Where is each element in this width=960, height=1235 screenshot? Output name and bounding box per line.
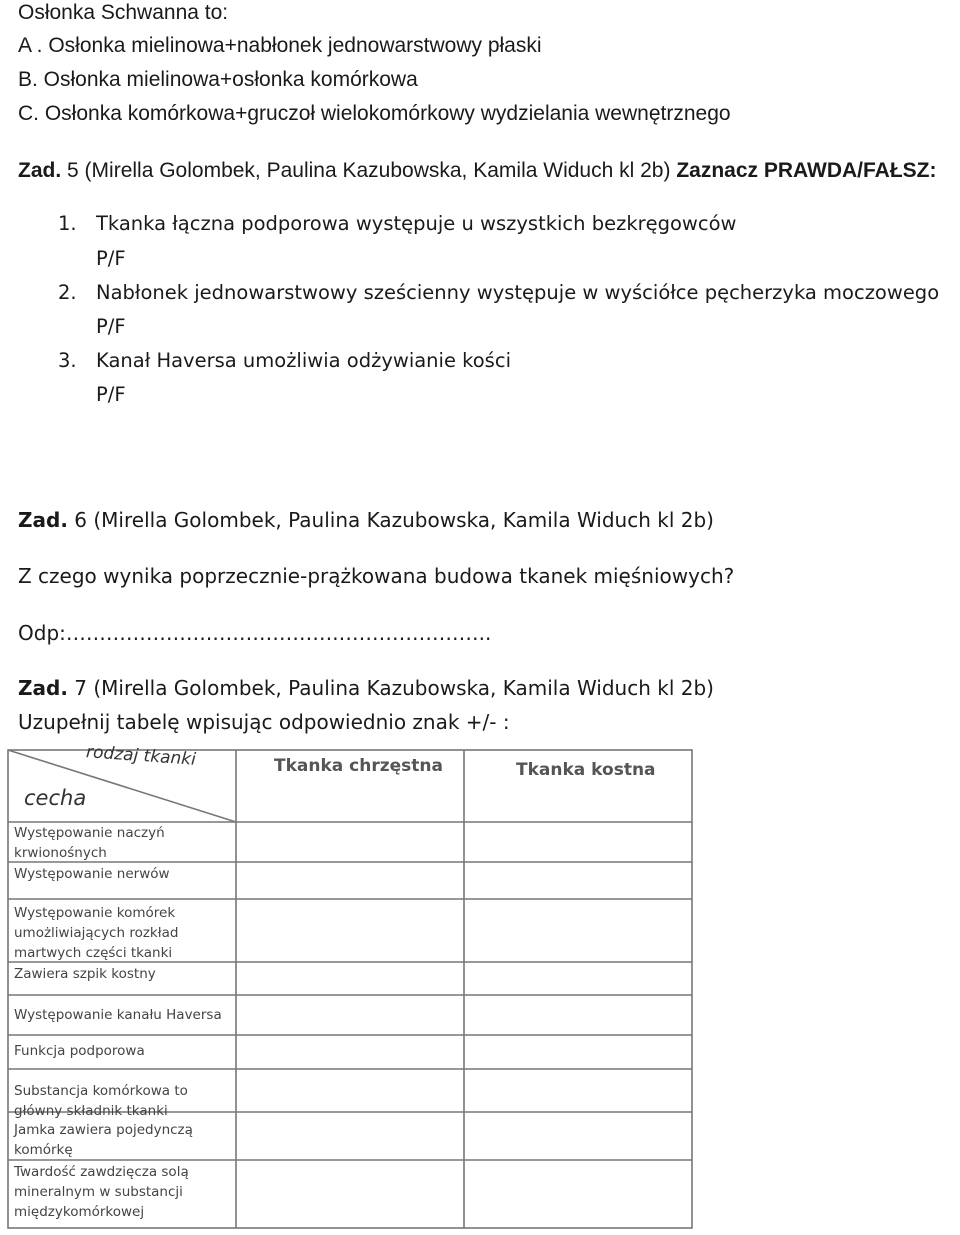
q4-option-c: C. Osłonka komórkowa+gruczoł wielokomórkowy wydzielania wewnętrznego	[18, 102, 731, 125]
q5-authors: (Mirella Golombek, Paulina Kazubowska, Kamila Widuch kl 2b)	[84, 159, 671, 182]
q7-instruction: Uzupełnij tabelę wpisując odpowiednio znak +/- :	[18, 710, 510, 734]
row-label-intercellular-substance: Substancja komórkowa to główny składnik tkanki	[14, 1083, 188, 1119]
q4-title: Osłonka Schwanna to:	[18, 1, 229, 24]
q6-question: Z czego wynika poprzecznie-prążkowana budowa tkanek mięśniowych?	[18, 564, 735, 588]
q6-header	[18, 507, 714, 533]
q5-item-3-num: 3.	[58, 349, 77, 372]
row-label-hardness-minerals: Twardość zawdzięcza solą mineralnym w substancji międzykomórkowej	[14, 1164, 189, 1220]
row-label-bone-marrow: Zawiera szpik kostny	[14, 966, 156, 982]
q6-authors: (Mirella Golombek, Paulina Kazubowska, Kamila Widuch kl 2b)	[93, 508, 714, 532]
q7-prefix: Zad.	[18, 676, 68, 700]
q5-header	[18, 158, 937, 184]
q5-item-1	[58, 212, 736, 235]
q7-header	[18, 675, 714, 701]
q5-prefix: Zad.	[18, 159, 62, 182]
corner-handwritten-bottom: cecha	[24, 786, 87, 810]
q5-item-2-answer: P/F	[96, 315, 126, 338]
q5-item-3-answer: P/F	[96, 383, 126, 406]
row-label-nerves: Występowanie nerwów	[14, 866, 170, 882]
q5-item-2	[58, 281, 939, 304]
row-label-lacuna-single-cell: Jamka zawiera pojedynczą komórkę	[14, 1122, 193, 1158]
column-header-cartilage: Tkanka chrzęstna	[274, 756, 443, 776]
q7-authors: (Mirella Golombek, Paulina Kazubowska, Kamila Widuch kl 2b)	[93, 676, 714, 700]
row-label-cells-decomposition: Występowanie komórek umożliwiających rozkład martwych części tkanki	[14, 905, 179, 961]
row-label-support-function: Funkcja podporowa	[14, 1043, 145, 1059]
q5-item-2-text: Nabłonek jednowarstwowy sześcienny występuje w wyściółce pęcherzyka moczowego	[96, 281, 940, 304]
q5-item-2-num: 2.	[58, 281, 77, 304]
q5-number: 5	[67, 159, 79, 182]
q5-item-1-num: 1.	[58, 212, 77, 235]
q6-prefix: Zad.	[18, 508, 68, 532]
q6-answer-line: Odp:………………….……………….…………………..	[18, 621, 492, 645]
q5-instruction: Zaznacz PRAWDA/FAŁSZ:	[676, 159, 937, 182]
q5-item-1-text: Tkanka łączna podporowa występuje u wszystkich bezkręgowców	[96, 212, 737, 235]
q7-table	[4, 742, 694, 1232]
q5-item-1-answer: P/F	[96, 247, 126, 270]
q7-number: 7	[74, 676, 88, 700]
q6-number: 6	[74, 508, 88, 532]
corner-handwritten-top: rodzaj tkanki	[85, 742, 197, 770]
q5-item-3-text: Kanał Haversa umożliwia odżywianie kości	[96, 349, 511, 372]
q5-item-3	[58, 349, 511, 372]
row-label-haversian-canal: Występowanie kanału Haversa	[14, 1007, 222, 1023]
column-header-bone: Tkanka kostna	[516, 760, 656, 780]
q4-option-a: A . Osłonka mielinowa+nabłonek jednowarstwowy płaski	[18, 34, 542, 57]
q4-option-b: B. Osłonka mielinowa+osłonka komórkowa	[18, 68, 418, 91]
row-label-blood-vessels: Występowanie naczyń krwionośnych	[14, 825, 165, 861]
